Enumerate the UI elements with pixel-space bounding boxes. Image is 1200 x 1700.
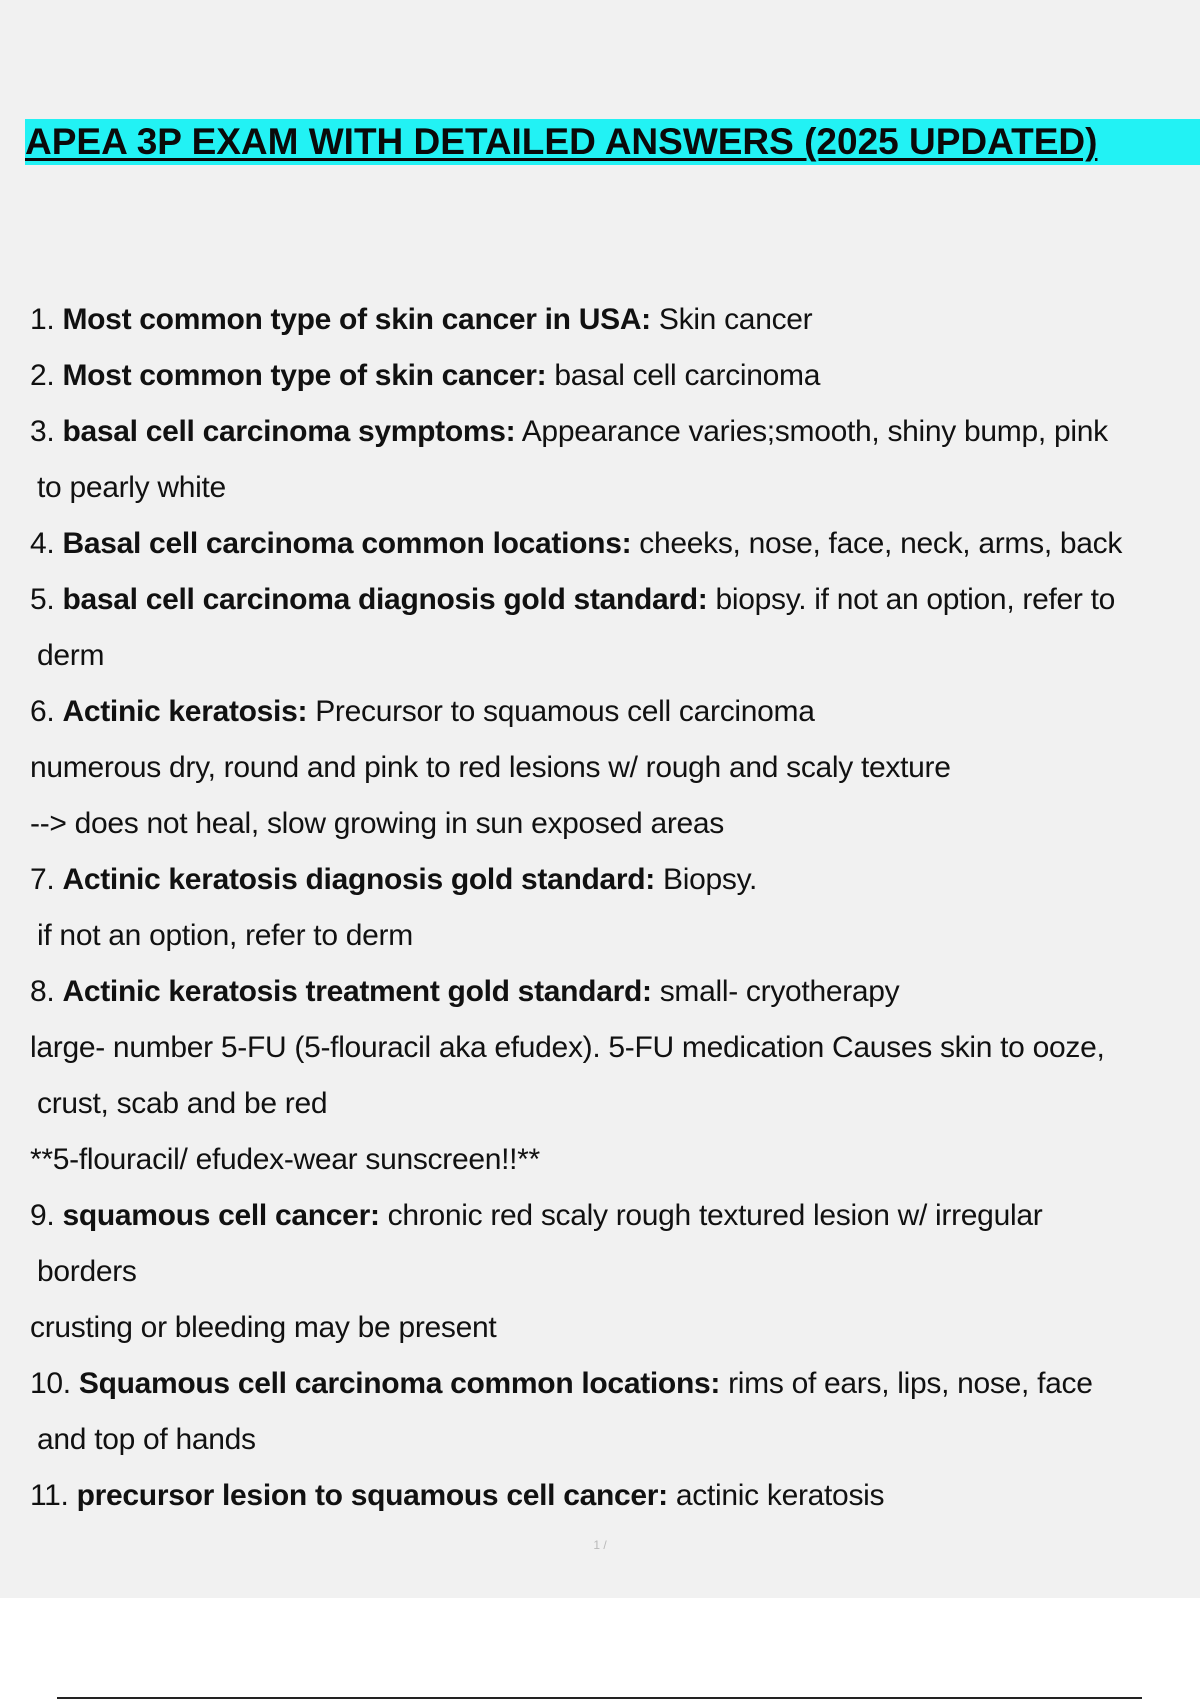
answer-continuation: derm	[37, 639, 105, 672]
question-term: squamous cell cancer:	[62, 1199, 380, 1232]
answer-continuation: crust, scab and be red	[37, 1087, 328, 1120]
page-number: 1 /	[593, 1538, 607, 1552]
answer-text: Biopsy.	[655, 863, 758, 896]
item-number: 9.	[30, 1199, 55, 1232]
answer-text: Appearance varies;smooth, shiny bump, pink	[515, 415, 1108, 448]
question-term: Most common type of skin cancer:	[62, 359, 547, 392]
answer-continuation: --> does not heal, slow growing in sun exposed areas	[30, 807, 724, 840]
question-term: Basal cell carcinoma common locations:	[62, 527, 632, 560]
item-number: 10.	[30, 1367, 71, 1400]
answer-text: cheeks, nose, face, neck, arms, back	[631, 527, 1123, 560]
answer-continuation: and top of hands	[37, 1423, 256, 1456]
qa-item	[30, 572, 1198, 628]
item-number: 4.	[30, 527, 55, 560]
answer-continuation: **5-flouracil/ efudex-wear sunscreen!!**	[30, 1143, 540, 1176]
item-number: 7.	[30, 863, 55, 896]
question-term: Actinic keratosis treatment gold standard:	[62, 975, 652, 1008]
question-term: precursor lesion to squamous cell cancer:	[76, 1479, 668, 1512]
answer-text: basal cell carcinoma	[546, 359, 821, 392]
question-term: Squamous cell carcinoma common locations:	[78, 1367, 721, 1400]
answer-continuation: if not an option, refer to derm	[37, 919, 413, 952]
item-number: 6.	[30, 695, 55, 728]
item-number: 11.	[30, 1479, 69, 1512]
answer-continuation: crusting or bleeding may be present	[30, 1311, 497, 1344]
question-term: basal cell carcinoma diagnosis gold standard:	[62, 583, 708, 616]
question-term: Actinic keratosis diagnosis gold standard:	[62, 863, 655, 896]
item-number: 3.	[30, 415, 55, 448]
answer-text: actinic keratosis	[667, 1479, 885, 1512]
item-number: 8.	[30, 975, 55, 1008]
question-term: Actinic keratosis:	[62, 695, 308, 728]
answer-text: chronic red scaly rough textured lesion w/ irregular	[379, 1199, 1043, 1232]
qa-item	[30, 292, 1198, 348]
answer-text: Precursor to squamous cell carcinoma	[307, 695, 815, 728]
item-number: 5.	[30, 583, 55, 616]
answer-continuation: to pearly white	[37, 471, 226, 504]
footer-divider	[57, 1697, 1142, 1699]
qa-item	[30, 348, 1198, 404]
qa-item	[30, 516, 1198, 572]
answer-continuation: numerous dry, round and pink to red lesions w/ rough and scaly texture	[30, 751, 951, 784]
item-number: 1.	[30, 303, 55, 336]
qa-list	[30, 292, 1198, 1524]
item-number: 2.	[30, 359, 55, 392]
answer-continuation: borders	[37, 1255, 137, 1288]
qa-item	[30, 684, 1198, 740]
answer-text: small- cryotherapy	[651, 975, 900, 1008]
answer-text: Skin cancer	[650, 303, 813, 336]
qa-item	[30, 1188, 1198, 1244]
question-term: Most common type of skin cancer in USA:	[62, 303, 651, 336]
qa-item	[30, 1356, 1198, 1412]
question-term: basal cell carcinoma symptoms:	[62, 415, 516, 448]
answer-text: biopsy. if not an option, refer to	[707, 583, 1116, 616]
qa-item	[30, 852, 1198, 908]
qa-item	[30, 404, 1198, 460]
document-title: APEA 3P EXAM WITH DETAILED ANSWERS (2025 UPDATED)	[25, 119, 1200, 165]
qa-item	[30, 1468, 1198, 1524]
qa-item	[30, 964, 1198, 1020]
answer-continuation: large- number 5-FU (5-flouracil aka efudex). 5-FU medication Causes skin to ooze,	[30, 1031, 1105, 1064]
answer-text: rims of ears, lips, nose, face	[720, 1367, 1093, 1400]
